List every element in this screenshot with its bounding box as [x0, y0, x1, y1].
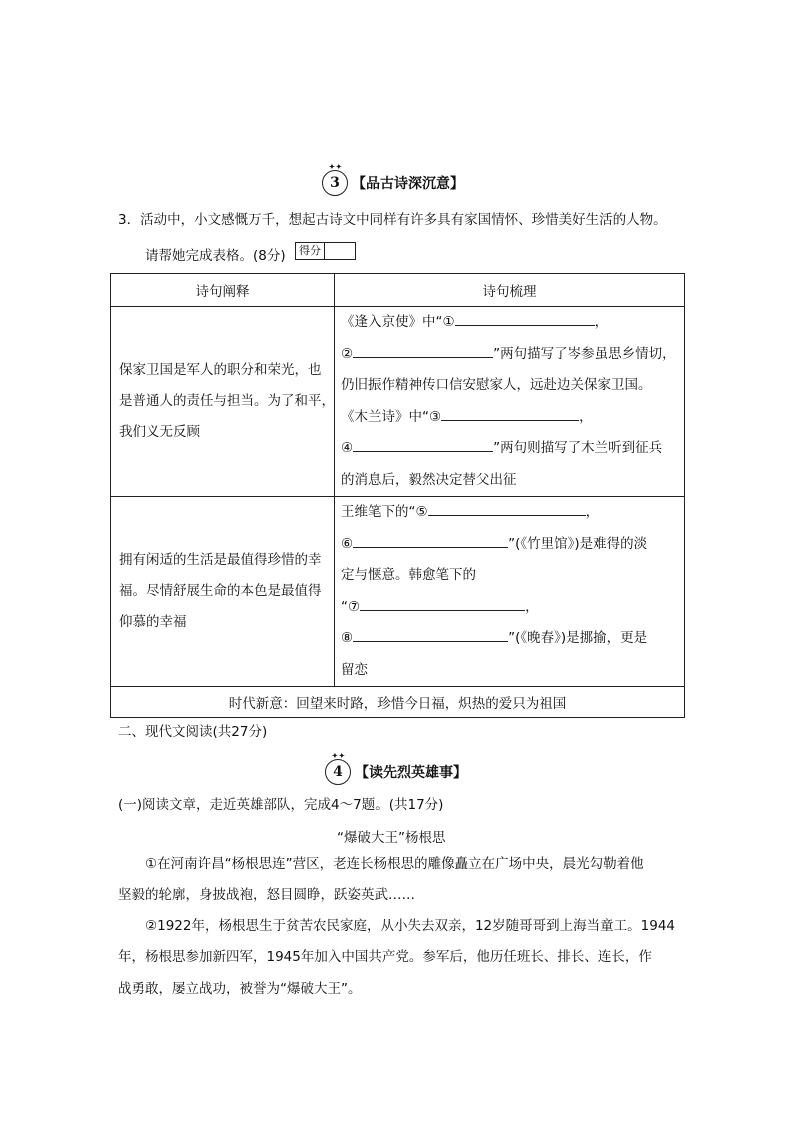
paragraph-line: ①在河南许昌“杨根思连”营区，老连长杨根思的雕像矗立在广场中央，晨光勾勒着他 [145, 856, 644, 872]
cell-text: ”两句描写了岑参虽思乡情切， [493, 345, 676, 362]
table-footer: 时代新意：回望来时路，珍惜今日福，炽热的爱只为祖国 [111, 687, 685, 718]
paragraph-line: 年，杨根思参加新四军，1945年加入中国共产党。参军后，他历任班长、排长、连长，作 [118, 949, 652, 965]
cell-text: ， [594, 314, 609, 330]
sparkle-icon: ✦✦ [332, 751, 346, 760]
arrangement-cell [335, 307, 685, 497]
cell-text: 保家卫国是军人的职分和荣光，也 [119, 362, 322, 378]
cell-text: 我们义无反顾 [119, 424, 200, 440]
cell-text: 留恋 [341, 661, 368, 678]
cell-text: 定与惬意。韩愈笔下的 [341, 567, 476, 583]
sparkle-icon: ✦✦ [329, 162, 343, 171]
answer-blank-4[interactable] [353, 437, 493, 452]
cell-text: 福。尽情舒展生命的本色是最值得 [119, 583, 322, 599]
cell-text: ， [585, 504, 600, 520]
cell-text: ⑥ [341, 535, 354, 552]
table-footer-row [111, 687, 685, 718]
reading-intro: (一)阅读文章，走近英雄部队，完成4～7题。(共17分) [118, 797, 444, 813]
arrangement-cell [335, 497, 685, 687]
answer-blank-5[interactable] [428, 501, 586, 516]
cell-text: 的消息后，毅然决定替父出征 [341, 471, 517, 488]
part-heading: 二、现代文阅读(共27分) [118, 724, 268, 740]
cell-text: 拥有闲适的生活是最值得珍惜的幸 [119, 552, 322, 568]
section-number-badge [322, 162, 348, 196]
cell-text: 《逢入京使》中“① [341, 314, 455, 330]
score-blank[interactable] [325, 243, 355, 259]
answer-blank-6[interactable] [353, 533, 508, 548]
cell-text: 仍旧振作精神传口信安慰家人，远赴边关保家卫国。 [341, 377, 652, 393]
section-3-header [322, 162, 464, 196]
cell-text: ”(《竹里馆》)是难得的淡 [508, 535, 648, 552]
cell-text: 是普通人的责任与担当。为了和平， [119, 393, 335, 409]
table-header: 诗句阐释 [111, 274, 335, 307]
cell-text: “⑦ [341, 598, 361, 615]
cell-text: 仰慕的幸福 [119, 614, 187, 630]
section-4-header [325, 751, 467, 785]
cell-text: ”(《晚春》)是挪揄，更是 [508, 630, 648, 646]
poem-table [110, 273, 685, 718]
paragraph-line: 坚毅的轮廓，身披战袍，怒目圆睁，跃姿英武…… [118, 887, 415, 903]
explanation-cell [111, 497, 335, 687]
question-3-instruction: 请帮她完成表格。(8分) [145, 248, 286, 264]
paragraph-line: ②1922年，杨根思生于贫苦农民家庭，从小失去双亲，12岁随哥哥到上海当童工。1944 [145, 918, 675, 934]
cell-text: ④ [341, 440, 354, 456]
score-box[interactable] [295, 242, 356, 260]
cell-text: ② [341, 345, 354, 362]
cell-text: ， [525, 598, 539, 615]
cell-text: ⑧ [341, 630, 354, 646]
cell-text: 《木兰诗》中“③ [341, 408, 442, 425]
badge-number: 4 [333, 764, 343, 780]
table-header: 诗句梳理 [335, 274, 685, 307]
section-title: 【品古诗深沉意】 [352, 176, 464, 192]
badge-number: 3 [330, 175, 340, 191]
section-number-badge [325, 751, 351, 785]
section-title: 【读先烈英雄事】 [355, 765, 467, 781]
answer-blank-8[interactable] [353, 627, 508, 642]
score-label: 得分 [296, 243, 325, 259]
paragraph-line: 战勇敢，屡立战功，被誉为“爆破大王”。 [118, 981, 362, 997]
cell-text: ， [579, 408, 593, 425]
answer-blank-3[interactable] [441, 406, 579, 421]
answer-blank-2[interactable] [353, 343, 493, 358]
answer-blank-7[interactable] [360, 596, 525, 611]
cell-text: 王维笔下的“⑤ [341, 504, 428, 520]
table-row [111, 497, 685, 687]
explanation-cell [111, 307, 335, 497]
article-title: “爆破大王”杨根思 [337, 830, 446, 846]
question-3-text: 3．活动中，小文感慨万千，想起古诗文中同样有许多具有家国情怀、珍惜美好生活的人物。 [118, 212, 667, 228]
table-row [111, 307, 685, 497]
cell-text: ”两句则描写了木兰听到征兵 [493, 440, 663, 456]
answer-blank-1[interactable] [455, 311, 595, 326]
